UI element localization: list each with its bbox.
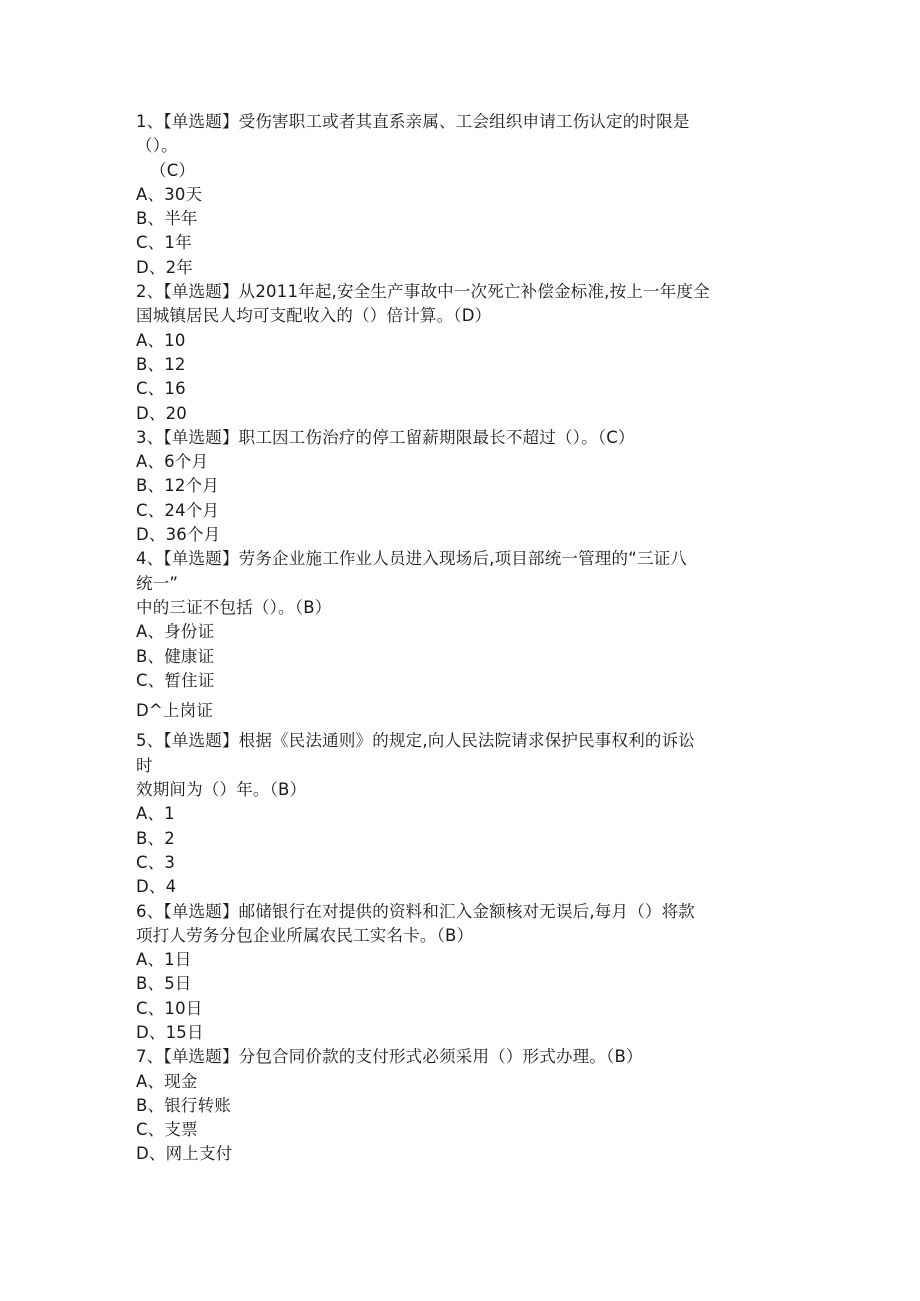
question-5-text-cont: 时: [136, 755, 153, 775]
question-1-answer: （C）: [150, 160, 196, 180]
question-2-text-cont: 国城镇居民人均可支配收入的（）倍计算。（D）: [136, 306, 492, 326]
question-1-option-d: D、2年: [136, 257, 194, 277]
question-5-text: 5、【单选题】根据《民法通则》的规定,向人民法院请求保护民事权利的诉讼: [136, 731, 695, 751]
question-6-text: 6、【单选题】邮储银行在对提供的资料和汇入金额核对无误后,每月（）将款: [136, 901, 695, 921]
question-3-text: 3、【单选题】职工因工伤治疗的停工留薪期限最长不超过（）。（C）: [136, 427, 635, 447]
question-2-option-c: C、16: [136, 379, 186, 399]
question-7-text: 7、【单选题】分包合同价款的支付形式必须采用（）形式办理。（B）: [136, 1047, 643, 1067]
question-2-option-d: D、20: [136, 403, 188, 423]
question-7-option-b: B、银行转账: [136, 1095, 232, 1115]
question-5-text-cont-2: 效期间为（）年。（B）: [136, 780, 307, 800]
question-3-option-b: B、12个月: [136, 476, 220, 496]
question-6-option-a: A、1日: [136, 950, 192, 970]
question-7-option-a: A、现金: [136, 1071, 198, 1091]
question-6-option-d: D、15日: [136, 1022, 204, 1042]
question-6-text-cont: 项打人劳务分包企业所属农民工实名卡。（B）: [136, 925, 474, 945]
question-1-option-a: A、30天: [136, 184, 203, 204]
question-3-option-d: D、36个月: [136, 525, 221, 545]
question-4-option-b: B、健康证: [136, 646, 215, 666]
question-2-option-a: A、10: [136, 330, 186, 350]
question-3-option-c: C、24个月: [136, 500, 220, 520]
question-4-text-cont-2: 中的三证不包括（）。（B）: [136, 597, 332, 617]
question-1-option-c: C、1年: [136, 233, 192, 253]
question-7-option-c: C、支票: [136, 1120, 198, 1140]
question-5-option-c: C、3: [136, 852, 176, 872]
question-4-text: 4、【单选题】劳务企业施工作业人员进入现场后,项目部统一管理的“三证八: [136, 549, 688, 569]
question-4-option-d: D^上岗证: [136, 701, 214, 721]
question-4-text-cont: 统一”: [136, 573, 179, 593]
question-2-option-b: B、12: [136, 354, 186, 374]
question-4-option-c: C、暂住证: [136, 670, 215, 690]
question-6-option-b: B、5日: [136, 974, 192, 994]
question-3-option-a: A、6个月: [136, 452, 209, 472]
question-2-text: 2、【单选题】从2011年起,安全生产事故中一次死亡补偿金标准,按上一年度全: [136, 282, 710, 302]
question-6-option-c: C、10日: [136, 998, 203, 1018]
question-5-option-b: B、2: [136, 828, 175, 848]
question-5-option-d: D、4: [136, 877, 177, 897]
question-1-text-cont: （）。: [136, 136, 178, 156]
question-4-option-a: A、身份证: [136, 622, 215, 642]
document-page: [136, 110, 796, 1167]
question-5-option-a: A、1: [136, 804, 175, 824]
question-1-text: 1、【单选题】受伤害职工或者其直系亲属、工会组织申请工伤认定的时限是: [136, 112, 690, 131]
question-1-option-b: B、半年: [136, 209, 198, 229]
question-7-option-d: D、网上支付: [136, 1144, 233, 1164]
